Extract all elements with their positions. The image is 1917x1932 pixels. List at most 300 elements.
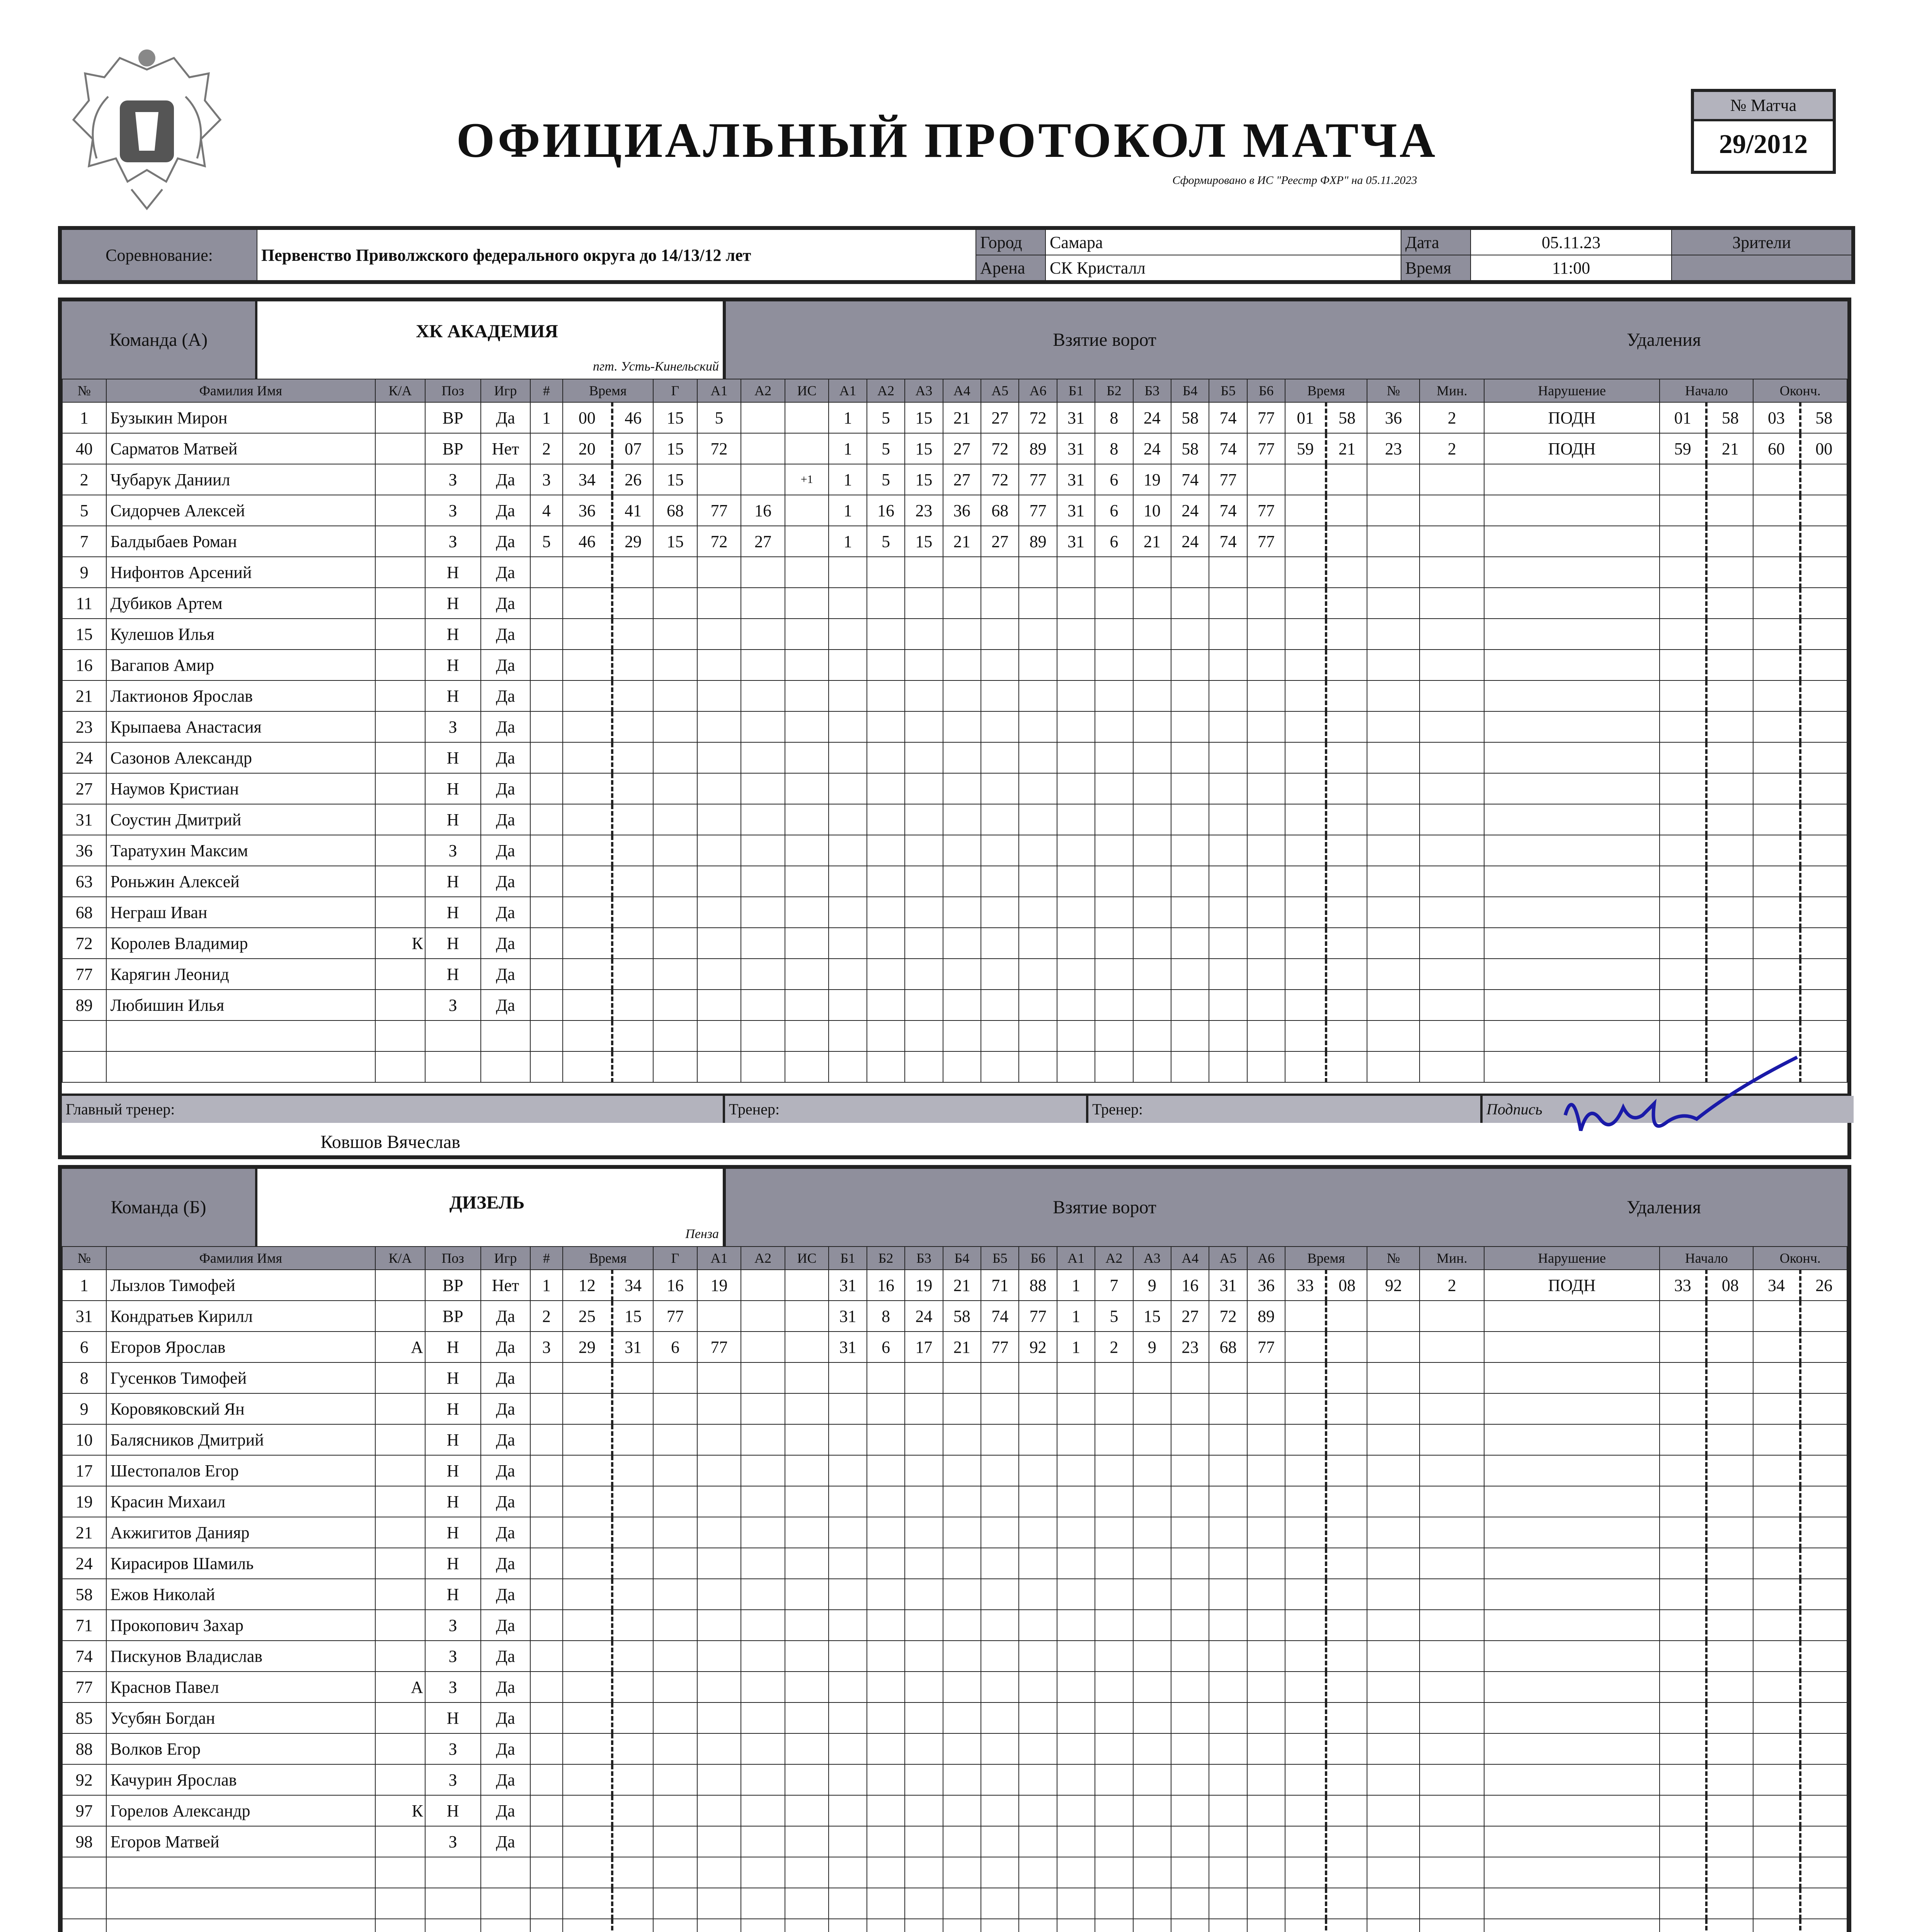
goal-onice-first xyxy=(981,773,1019,804)
pen-time-min xyxy=(1285,650,1326,680)
pen-time-sec xyxy=(1326,495,1367,526)
goal-onice-second xyxy=(1095,959,1133,990)
goal-min xyxy=(563,990,613,1020)
goal-onice-second xyxy=(1057,1486,1095,1517)
pen-end-min xyxy=(1753,711,1800,742)
pen-end-sec xyxy=(1800,1517,1847,1548)
goal-assist-1 xyxy=(697,990,741,1020)
goal-onice-second xyxy=(1209,1424,1247,1455)
pen-time-sec xyxy=(1326,1702,1367,1733)
goal-assist-2 xyxy=(741,1455,785,1486)
player-no: 58 xyxy=(62,1579,106,1610)
goal-onice-second xyxy=(1209,1362,1247,1393)
goal-onice-first: 8 xyxy=(867,1301,905,1332)
goal-onice-first xyxy=(829,1641,867,1672)
goal-min xyxy=(563,1393,613,1424)
goal-assist-2 xyxy=(741,1888,785,1919)
goal-onice-first xyxy=(829,928,867,959)
player-pos: З xyxy=(425,990,481,1020)
goal-onice-second xyxy=(1209,835,1247,866)
goal-sec xyxy=(612,1362,653,1393)
goal-onice-second xyxy=(1209,1764,1247,1795)
pen-time-sec xyxy=(1326,1610,1367,1641)
pen-end-min xyxy=(1753,1424,1800,1455)
goal-sec xyxy=(612,1393,653,1424)
pen-violation xyxy=(1484,1888,1660,1919)
goal-onice-second xyxy=(1209,1610,1247,1641)
player-no xyxy=(62,1857,106,1888)
goal-onice-second xyxy=(1095,1919,1133,1932)
goal-sec: 34 xyxy=(612,1270,653,1301)
goal-no xyxy=(530,1733,562,1764)
goal-onice-first xyxy=(1019,1795,1057,1826)
goal-no xyxy=(530,1641,562,1672)
pen-minutes xyxy=(1420,526,1484,557)
goal-onice-second xyxy=(1133,835,1171,866)
table-row xyxy=(62,773,1847,804)
player-no: 1 xyxy=(62,1270,106,1301)
goal-assist-1 xyxy=(697,1020,741,1051)
goal-onice-second: 19 xyxy=(1133,464,1171,495)
goal-onice-first xyxy=(943,1579,981,1610)
table-row xyxy=(62,1270,1847,1301)
goal-onice-second xyxy=(1057,1672,1095,1702)
player-play: Да xyxy=(481,773,531,804)
goal-no xyxy=(530,1424,562,1455)
fhr-emblem xyxy=(62,43,232,220)
goal-onice-first: 88 xyxy=(1019,1270,1057,1301)
goal-onice-first xyxy=(981,1424,1019,1455)
pen-time-min xyxy=(1285,928,1326,959)
goal-assist-1: 77 xyxy=(697,1332,741,1362)
pen-end-sec xyxy=(1800,1486,1847,1517)
pen-violation xyxy=(1484,711,1660,742)
goal-onice-second xyxy=(1095,1455,1133,1486)
goal-onice-second xyxy=(1057,1020,1095,1051)
pen-time-min xyxy=(1285,1919,1326,1932)
player-play: Да xyxy=(481,1486,531,1517)
goal-onice-first xyxy=(981,650,1019,680)
pen-time-sec xyxy=(1326,804,1367,835)
pen-end-min xyxy=(1753,1888,1800,1919)
goal-onice-first xyxy=(905,650,943,680)
pen-violation: ПОДН xyxy=(1484,433,1660,464)
goal-onice-second xyxy=(1057,1857,1095,1888)
goal-onice-second: 31 xyxy=(1057,464,1095,495)
goal-assist-1 xyxy=(697,1424,741,1455)
player-no: 8 xyxy=(62,1362,106,1393)
goal-scorer: 16 xyxy=(653,1270,697,1301)
player-play: Да xyxy=(481,1672,531,1702)
table-row xyxy=(62,1517,1847,1548)
goal-onice-first xyxy=(905,1393,943,1424)
goal-onice-second xyxy=(1171,804,1209,835)
pen-player: 92 xyxy=(1367,1270,1420,1301)
goal-onice-second xyxy=(1247,1641,1285,1672)
goal-onice-second: 74 xyxy=(1171,464,1209,495)
pen-end-min xyxy=(1753,650,1800,680)
pen-start-sec xyxy=(1706,1826,1753,1857)
goal-onice-second xyxy=(1133,1795,1171,1826)
pen-end-min xyxy=(1753,835,1800,866)
pen-time-min xyxy=(1285,711,1326,742)
pen-time-sec xyxy=(1326,1548,1367,1579)
pen-minutes: 2 xyxy=(1420,402,1484,433)
goal-onice-first xyxy=(905,1020,943,1051)
team-a-penalties-header: Удаления xyxy=(1480,301,1847,379)
goal-onice-second xyxy=(1133,928,1171,959)
pen-end-min xyxy=(1753,1826,1800,1857)
goal-min xyxy=(563,1579,613,1610)
pen-player xyxy=(1367,495,1420,526)
goal-onice-second xyxy=(1247,1888,1285,1919)
goal-onice-first xyxy=(867,1362,905,1393)
goal-assist-2 xyxy=(741,588,785,619)
pen-violation xyxy=(1484,1424,1660,1455)
player-play xyxy=(481,1857,531,1888)
goal-sec xyxy=(612,1455,653,1486)
goal-onice-first xyxy=(829,1826,867,1857)
goal-onice-second xyxy=(1247,742,1285,773)
player-pos: З xyxy=(425,1733,481,1764)
goal-assist-1 xyxy=(697,866,741,897)
pen-violation xyxy=(1484,464,1660,495)
goal-onice-second xyxy=(1209,1051,1247,1082)
pen-minutes xyxy=(1420,1548,1484,1579)
player-no: 7 xyxy=(62,526,106,557)
goal-onice-second xyxy=(1057,711,1095,742)
pen-start-sec xyxy=(1706,897,1753,928)
team-a-signature-label: Подпись xyxy=(1480,1096,1854,1123)
goal-min xyxy=(563,1424,613,1455)
goal-onice-first xyxy=(981,1051,1019,1082)
goal-assist-1 xyxy=(697,650,741,680)
goal-situation xyxy=(785,1795,829,1826)
goal-assist-2 xyxy=(741,1020,785,1051)
pen-end-sec xyxy=(1800,928,1847,959)
goal-assist-2 xyxy=(741,1579,785,1610)
goal-onice-second xyxy=(1247,588,1285,619)
pen-end-sec xyxy=(1800,1548,1847,1579)
player-name: Любишин Илья xyxy=(106,990,375,1020)
pen-end-min xyxy=(1753,897,1800,928)
goal-onice-first xyxy=(943,1610,981,1641)
goal-onice-first xyxy=(981,1826,1019,1857)
goal-onice-second xyxy=(1171,588,1209,619)
goal-scorer xyxy=(653,804,697,835)
goal-assist-2 xyxy=(741,897,785,928)
pen-end-sec xyxy=(1800,711,1847,742)
team-b-city: Пенза xyxy=(685,1227,719,1241)
goal-sec xyxy=(612,773,653,804)
goal-onice-first xyxy=(981,711,1019,742)
goal-onice-second xyxy=(1247,650,1285,680)
goal-no xyxy=(530,835,562,866)
team-a-header xyxy=(62,301,1847,379)
player-play: Да xyxy=(481,711,531,742)
goal-onice-first xyxy=(1019,1672,1057,1702)
goal-sec: 29 xyxy=(612,526,653,557)
player-pos: Н xyxy=(425,773,481,804)
b-header-col-a2: А2 xyxy=(741,1247,785,1270)
goal-situation xyxy=(785,990,829,1020)
goal-onice-first: 68 xyxy=(981,495,1019,526)
goal-onice-second xyxy=(1095,928,1133,959)
goal-onice-second xyxy=(1209,619,1247,650)
goal-onice-first: 21 xyxy=(943,402,981,433)
goal-onice-first xyxy=(905,1733,943,1764)
pen-time-min xyxy=(1285,464,1326,495)
goal-scorer xyxy=(653,959,697,990)
goal-onice-first xyxy=(867,1424,905,1455)
goal-onice-first xyxy=(867,588,905,619)
player-play xyxy=(481,1051,531,1082)
table-row xyxy=(62,1702,1847,1733)
pen-violation xyxy=(1484,1764,1660,1795)
goal-onice-first xyxy=(981,1455,1019,1486)
pen-start-min xyxy=(1660,1733,1706,1764)
goal-onice-second xyxy=(1209,588,1247,619)
goal-onice-second xyxy=(1247,835,1285,866)
goal-min xyxy=(563,1362,613,1393)
goal-onice-first xyxy=(905,1517,943,1548)
goal-onice-second xyxy=(1171,742,1209,773)
goal-onice-second xyxy=(1171,1795,1209,1826)
goal-onice-second: 15 xyxy=(1133,1301,1171,1332)
goal-min xyxy=(563,1486,613,1517)
pen-start-sec xyxy=(1706,928,1753,959)
goal-situation xyxy=(785,1733,829,1764)
goal-onice-first: 89 xyxy=(1019,526,1057,557)
pen-minutes xyxy=(1420,866,1484,897)
player-no: 77 xyxy=(62,959,106,990)
match-number: 29/2012 xyxy=(1719,129,1808,159)
goal-onice-first xyxy=(829,773,867,804)
pen-start-min xyxy=(1660,1455,1706,1486)
team-a-coach-label-2: Тренер: xyxy=(1086,1096,1483,1123)
player-no: 71 xyxy=(62,1610,106,1641)
goal-no: 1 xyxy=(530,402,562,433)
player-play: Да xyxy=(481,557,531,588)
goal-situation xyxy=(785,402,829,433)
a-header-col-a1: А1 xyxy=(697,379,741,402)
player-ka: К xyxy=(375,1795,425,1826)
table-row xyxy=(62,866,1847,897)
pen-violation xyxy=(1484,1301,1660,1332)
goal-onice-second xyxy=(1095,1826,1133,1857)
team-a-coach-signature xyxy=(1550,1042,1820,1165)
player-pos: Н xyxy=(425,650,481,680)
goal-sec xyxy=(612,1486,653,1517)
pen-player xyxy=(1367,1424,1420,1455)
goal-onice-second xyxy=(1209,1020,1247,1051)
goal-onice-second xyxy=(1171,1393,1209,1424)
pen-minutes xyxy=(1420,1672,1484,1702)
goal-onice-first: 23 xyxy=(905,495,943,526)
player-play: Да xyxy=(481,866,531,897)
goal-onice-first xyxy=(905,1362,943,1393)
goal-onice-second: 77 xyxy=(1247,526,1285,557)
pen-start-min xyxy=(1660,1362,1706,1393)
goal-situation xyxy=(785,897,829,928)
player-pos: З xyxy=(425,464,481,495)
pen-time-sec xyxy=(1326,742,1367,773)
goal-onice-first xyxy=(981,804,1019,835)
goal-onice-first: 15 xyxy=(905,433,943,464)
goal-onice-first xyxy=(943,1641,981,1672)
goal-no xyxy=(530,897,562,928)
b-header-onice-Б4: Б4 xyxy=(943,1247,981,1270)
pen-end-min xyxy=(1753,1455,1800,1486)
goal-sec xyxy=(612,1857,653,1888)
goal-onice-first: 17 xyxy=(905,1332,943,1362)
goal-onice-first: 31 xyxy=(829,1270,867,1301)
a-header-pen-no: № xyxy=(1367,379,1420,402)
goal-onice-second xyxy=(1209,897,1247,928)
goal-scorer: 15 xyxy=(653,433,697,464)
goal-min xyxy=(563,1888,613,1919)
goal-assist-1: 77 xyxy=(697,495,741,526)
player-pos: Н xyxy=(425,928,481,959)
pen-end-sec xyxy=(1800,680,1847,711)
player-ka xyxy=(375,742,425,773)
b-header-pen-no: № xyxy=(1367,1247,1420,1270)
pen-start-sec xyxy=(1706,866,1753,897)
goal-onice-first xyxy=(829,1362,867,1393)
goal-onice-first xyxy=(905,1919,943,1932)
pen-minutes xyxy=(1420,1301,1484,1332)
goal-min xyxy=(563,1517,613,1548)
pen-minutes xyxy=(1420,1641,1484,1672)
goal-onice-first: 1 xyxy=(829,495,867,526)
pen-end-min xyxy=(1753,557,1800,588)
goal-onice-second xyxy=(1209,1857,1247,1888)
goal-onice-first xyxy=(981,1579,1019,1610)
goal-onice-first: 31 xyxy=(829,1301,867,1332)
pen-end-sec xyxy=(1800,1393,1847,1424)
pen-start-min xyxy=(1660,742,1706,773)
pen-violation xyxy=(1484,1826,1660,1857)
pen-time-min xyxy=(1285,1332,1326,1362)
player-pos: З xyxy=(425,1610,481,1641)
goal-min xyxy=(563,1702,613,1733)
goal-scorer xyxy=(653,1919,697,1932)
goal-onice-second: 31 xyxy=(1057,433,1095,464)
goal-onice-first xyxy=(867,650,905,680)
goal-scorer: 15 xyxy=(653,526,697,557)
goal-onice-second: 31 xyxy=(1209,1270,1247,1301)
goal-onice-second xyxy=(1171,1857,1209,1888)
goal-no: 3 xyxy=(530,1332,562,1362)
goal-assist-2 xyxy=(741,1301,785,1332)
goal-onice-second xyxy=(1171,557,1209,588)
goal-scorer xyxy=(653,1857,697,1888)
a-header-onice-Б5: Б5 xyxy=(1209,379,1247,402)
goal-onice-second xyxy=(1095,773,1133,804)
pen-violation: ПОДН xyxy=(1484,1270,1660,1301)
player-name: Коровяковский Ян xyxy=(106,1393,375,1424)
goal-onice-first xyxy=(829,959,867,990)
goal-onice-first: 16 xyxy=(867,1270,905,1301)
goal-onice-second xyxy=(1133,990,1171,1020)
goal-onice-first xyxy=(1019,1579,1057,1610)
goal-onice-first: 72 xyxy=(981,464,1019,495)
player-name: Кулешов Илья xyxy=(106,619,375,650)
goal-onice-second: 5 xyxy=(1095,1301,1133,1332)
pen-violation xyxy=(1484,1672,1660,1702)
goal-onice-first xyxy=(867,959,905,990)
goal-no xyxy=(530,588,562,619)
player-no: 24 xyxy=(62,742,106,773)
goal-min xyxy=(563,1764,613,1795)
goal-no xyxy=(530,711,562,742)
pen-end-sec xyxy=(1800,990,1847,1020)
goal-assist-1: 19 xyxy=(697,1270,741,1301)
goal-onice-second xyxy=(1057,619,1095,650)
player-pos xyxy=(425,1857,481,1888)
goal-scorer: 6 xyxy=(653,1332,697,1362)
pen-start-sec xyxy=(1706,1610,1753,1641)
pen-time-min xyxy=(1285,897,1326,928)
goal-onice-second xyxy=(1095,1486,1133,1517)
goal-onice-first xyxy=(981,1548,1019,1579)
goal-onice-second: 9 xyxy=(1133,1332,1171,1362)
goal-situation xyxy=(785,650,829,680)
goal-no xyxy=(530,1888,562,1919)
player-ka xyxy=(375,433,425,464)
goal-scorer xyxy=(653,1764,697,1795)
pen-time-min xyxy=(1285,1795,1326,1826)
pen-minutes xyxy=(1420,650,1484,680)
goal-onice-second xyxy=(1095,1579,1133,1610)
pen-time-min xyxy=(1285,1764,1326,1795)
player-no: 77 xyxy=(62,1672,106,1702)
goal-scorer xyxy=(653,1517,697,1548)
goal-situation xyxy=(785,959,829,990)
pen-start-min: 01 xyxy=(1660,402,1706,433)
goal-onice-second xyxy=(1171,1919,1209,1932)
goal-situation xyxy=(785,1641,829,1672)
player-play: Да xyxy=(481,588,531,619)
goal-onice-first xyxy=(905,928,943,959)
goal-onice-second xyxy=(1095,588,1133,619)
pen-time-min: 59 xyxy=(1285,433,1326,464)
goal-onice-first: 27 xyxy=(943,464,981,495)
goal-assist-1 xyxy=(697,557,741,588)
goal-assist-2 xyxy=(741,1919,785,1932)
goal-onice-first xyxy=(867,1610,905,1641)
goal-onice-second xyxy=(1171,1672,1209,1702)
pen-time-min xyxy=(1285,1579,1326,1610)
pen-minutes xyxy=(1420,959,1484,990)
pen-time-sec xyxy=(1326,557,1367,588)
goal-assist-2 xyxy=(741,1610,785,1641)
goal-assist-2 xyxy=(741,928,785,959)
player-name: Прокопович Захар xyxy=(106,1610,375,1641)
goal-onice-second xyxy=(1133,1919,1171,1932)
b-header-col-play: Игр xyxy=(481,1247,531,1270)
goal-min xyxy=(563,619,613,650)
goal-assist-2 xyxy=(741,1270,785,1301)
goal-assist-1 xyxy=(697,1764,741,1795)
goal-onice-second xyxy=(1133,1857,1171,1888)
goal-onice-second: 31 xyxy=(1057,495,1095,526)
goal-onice-second xyxy=(1057,1424,1095,1455)
generated-note: Сформировано в ИС "Реестр ФХР" на 05.11.2023 xyxy=(1172,174,1417,187)
goal-onice-first xyxy=(867,742,905,773)
pen-start-min xyxy=(1660,495,1706,526)
pen-violation xyxy=(1484,928,1660,959)
